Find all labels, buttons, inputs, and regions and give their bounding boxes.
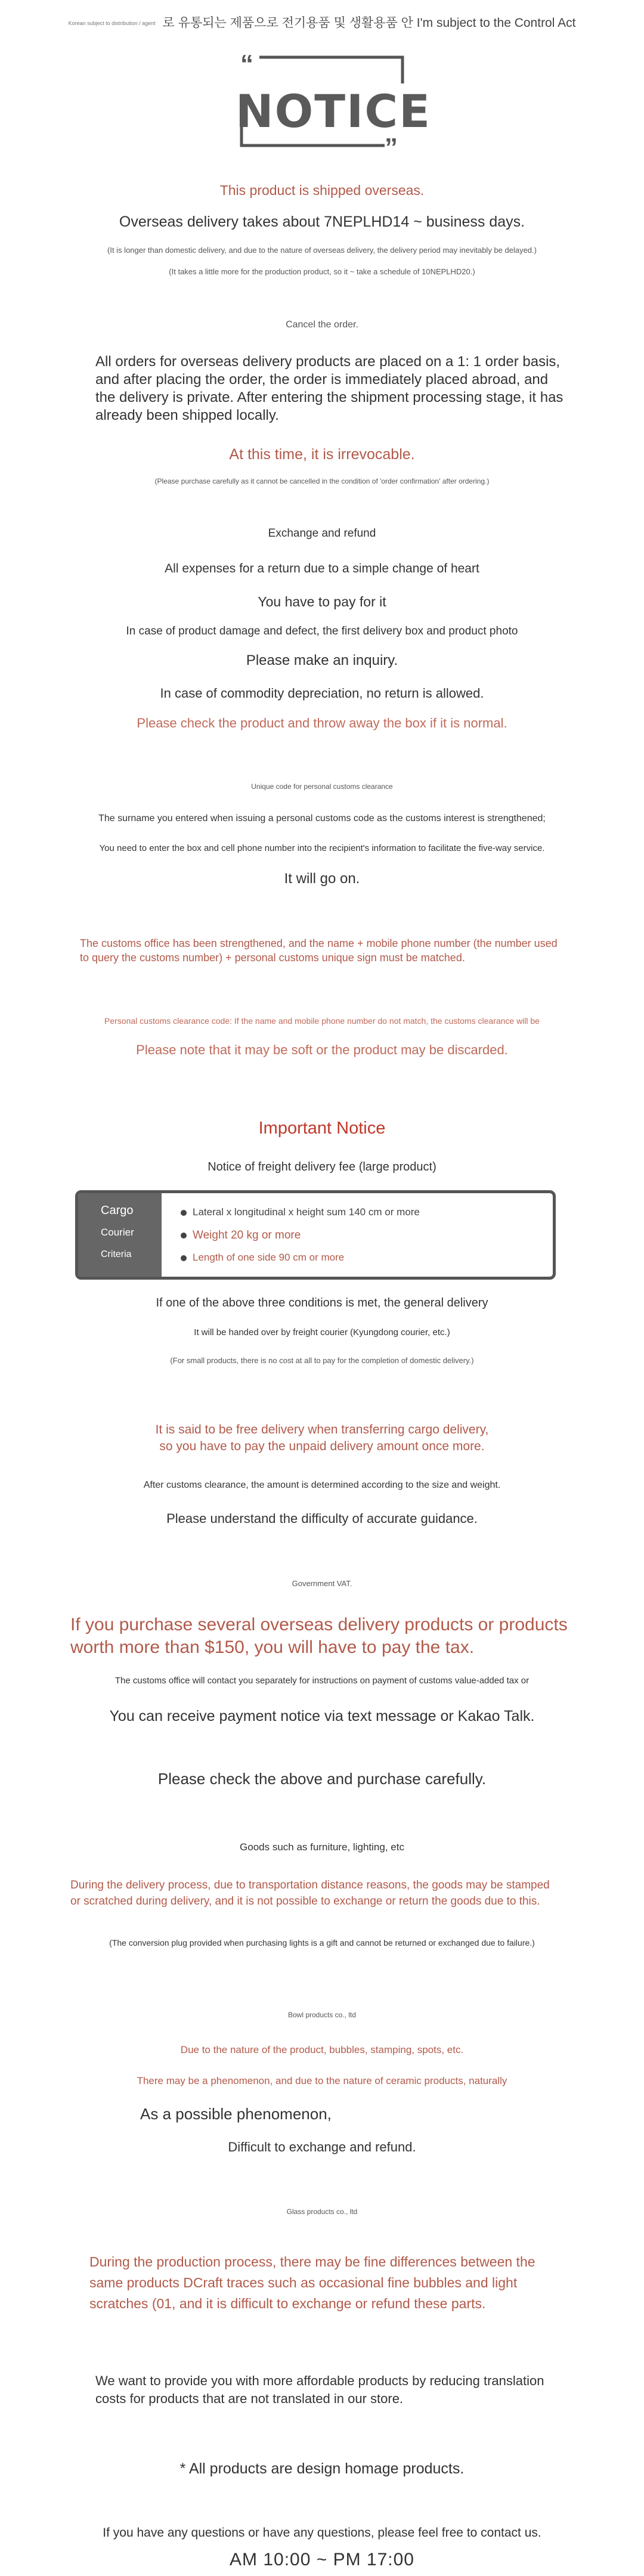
footer-contact: If you have any questions or have any questions, please feel free to contact us. [103,2526,541,2540]
exchange-line6: Please check the product and throw away the box if it is normal. [137,716,507,730]
glass-body: During the production process, there may be fine differences between the same products DCraft traces such as occasional fine bubbles and light scratches (01, and it is difficult to exchange or refund these parts. [89,2254,535,2311]
customs-line4: The customs office has been strengthened, and the name + mobile phone number (the number used to query the customs number) + personal customs unique sign must be matched. [80,937,558,964]
customs-title: Unique code for personal customs clearance [251,782,393,791]
criteria-item: Length of one side 90 cm or more [193,1252,345,1263]
exchange-line4: Please make an inquiry. [246,652,398,668]
criteria-row [181,1229,301,1242]
shipping-line3: (It is longer than domestic delivery, and due to the nature of overseas delivery, the delivery period may inevitably be delayed.) [107,246,537,255]
customs-line3: It will go on. [284,871,360,887]
important-title: Important Notice [258,1119,386,1138]
criteria-row [181,1206,420,1218]
label-courier: Courier [101,1227,134,1238]
bullet-icon [181,1233,187,1239]
vat-title: Government VAT. [292,1579,352,1588]
exchange-line1: All expenses for a return due to a simple change of heart [165,562,479,575]
furniture-body: During the delivery process, due to transportation distance reasons, the goods may be stamped or scratched during delivery, and it is not possible to exchange or return the goods due to this. [70,1879,550,1908]
exchange-line2: You have to pay for it [258,594,386,609]
footer-homage: * All products are design homage products. [179,2460,465,2477]
footer-translation: We want to provide you with more affordable products by reducing translation costs for products that are not translated in our store. [95,2373,544,2406]
shipping-line2: Overseas delivery takes about 7NEPLHD14 ~ business days. [119,213,525,230]
shipping-line1: This product is shipped overseas. [219,182,425,198]
exchange-line3: In case of product damage and defect, the first delivery box and product photo [126,625,518,637]
bowl-line4: Difficult to exchange and refund. [228,2140,416,2154]
footer-hours: AM 10:00 ~ PM 17:00 [229,2550,414,2569]
vat-contact: The customs office will contact you separately for instructions on payment of customs value-added tax or [114,1676,530,1686]
notice-title: NOTICE [236,85,432,138]
furniture-title: Goods such as furniture, lighting, etc [240,1841,404,1853]
label-criteria: Criteria [101,1249,132,1259]
top-small-note: Korean subject to distribution / agent [68,20,156,27]
vat-check: Please check the above and purchase carefully. [157,1770,487,1788]
criteria-labels [78,1193,162,1277]
criteria-item: Weight 20 kg or more [193,1229,301,1241]
top-note [0,13,644,31]
exchange-line5: In case of commodity depreciation, no return is allowed. [160,686,484,701]
important-free2: so you have to pay the unpaid delivery amount once more. [159,1439,485,1453]
customs-line1: The surname you entered when issuing a personal customs code as the customs interest is strengthened; [98,813,546,823]
criteria-box [75,1190,556,1280]
important-after2: It will be handed over by freight courier (Kyungdong courier, etc.) [194,1327,450,1337]
exchange-title: Exchange and refund [268,527,376,540]
top-line: 로 유통되는 제품으로 전기용품 및 생활용품 안 I'm subject to the Control Act [162,16,576,30]
vat-payment: You can receive payment notice via text message or Kakao Talk. [109,1708,535,1724]
bullet-icon [181,1210,187,1216]
customs-line2: You need to enter the box and cell phone number into the recipient's information to facilitate the five-way service. [99,843,545,853]
customs-line5: Personal customs clearance code: If the name and mobile phone number do not match, the customs clearance will be [104,1016,540,1026]
bowl-line3: As a possible phenomenon, [140,2105,332,2123]
vat-big: If you purchase several overseas delivery products or products worth more than $150, you will have to pay the tax. [70,1615,568,1657]
important-after1: If one of the above three conditions is met, the general delivery [156,1296,488,1309]
furniture-note: (The conversion plug provided when purchasing lights is a gift and cannot be returned or exchanged due to failure.) [109,1938,535,1948]
bullet-icon [181,1255,187,1261]
criteria-row [181,1252,344,1264]
notice-logo [236,48,432,162]
customs-line6: Please note that it may be soft or the product may be discarded. [136,1042,508,1057]
cancel-irrevocable: At this time, it is irrevocable. [229,446,415,463]
important-understand: Please understand the difficulty of accurate guidance. [166,1511,478,1526]
important-after3: (For small products, there is no cost at all to pay for the completion of domestic delivery.) [170,1356,474,1365]
cancel-note: (Please purchase carefully as it cannot be cancelled in the condition of 'order confirmation' after ordering.) [154,477,490,485]
label-cargo: Cargo [101,1204,134,1217]
quote-close-icon: ” [385,133,398,162]
shipping-line4: (It takes a little more for the production product, so it ~ take a schedule of 10NEPLHD20.) [169,267,475,276]
cancel-title: Cancel the order. [286,320,358,330]
criteria-item: Lateral x longitudinal x height sum 140 cm or more [193,1206,420,1218]
important-subtitle: Notice of freight delivery fee (large product) [208,1160,436,1174]
important-size-note: After customs clearance, the amount is determined according to the size and weight. [143,1480,501,1490]
cancel-body: All orders for overseas delivery products are placed on a 1: 1 order basis, and after placing the order, the order is immediately placed abroad, and the delivery is private. After entering the shipment processing stage, it has already been shipped locally. [95,354,564,423]
quote-open-icon: “ [240,49,253,79]
important-free1: It is said to be free delivery when transferring cargo delivery, [155,1423,489,1436]
bowl-line1: Due to the nature of the product, bubbles, stamping, spots, etc. [180,2044,464,2055]
glass-title: Glass products co., ltd [286,2207,358,2216]
bowl-title: Bowl products co., ltd [287,2011,357,2019]
bowl-line2: There may be a phenomenon, and due to the nature of ceramic products, naturally [137,2075,507,2086]
